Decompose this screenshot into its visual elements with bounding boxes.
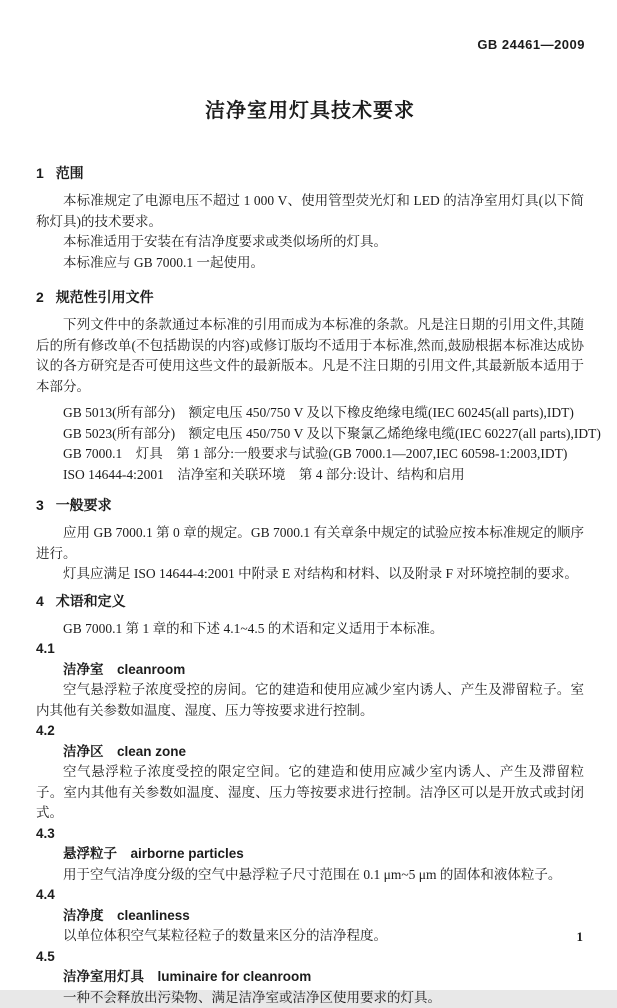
reference-item: GB 5023(所有部分) 额定电压 450/750 V 及以下聚氯乙烯绝缘电缆(IEC 60227(all parts),IDT) <box>36 424 584 445</box>
section-1-heading <box>36 165 584 182</box>
term-name <box>36 844 584 865</box>
section-title: 规范性引用文件 <box>56 289 154 305</box>
term-number: 4.1 <box>36 639 584 660</box>
section-2-heading <box>36 289 584 306</box>
term-name <box>36 967 584 988</box>
term-definition: 以单位体积空气某粒径粒子的数量来区分的洁净程度。 <box>36 926 584 947</box>
term-4-2 <box>36 721 584 824</box>
term-definition: 空气悬浮粒子浓度受控的房间。它的建造和使用应减少室内诱人、产生及滞留粒子。室内其他有关参数如温度、湿度、压力等按要求进行控制。 <box>36 680 584 721</box>
term-number: 4.2 <box>36 721 584 742</box>
term-name-zh: 洁净区 <box>63 744 104 759</box>
section-number: 3 <box>36 497 44 513</box>
term-number: 4.4 <box>36 885 584 906</box>
section-4-heading <box>36 593 584 610</box>
section-2-intro: 下列文件中的条款通过本标准的引用而成为本标准的条款。凡是注日期的引用文件,其随后的所有修改单(不包括勘误的内容)或修订版均不适用于本标准,然而,鼓励根据本标准达成协议的各方研究是否可使用这些文件的最新版本。凡是不注日期的引用文件,其最新版本适用于本部分。 <box>36 315 584 397</box>
term-name <box>36 742 584 763</box>
section-1-paragraph: 本标准适用于安装在有洁净度要求或类似场所的灯具。 <box>36 232 584 253</box>
term-name-zh: 洁净度 <box>63 908 104 923</box>
section-3-paragraph: 应用 GB 7000.1 第 0 章的规定。GB 7000.1 有关章条中规定的试验应按本标准规定的顺序进行。 <box>36 523 584 564</box>
section-1-paragraph: 本标准规定了电源电压不超过 1 000 V、使用管型荧光灯和 LED 的洁净室用灯具(以下简称灯具)的技术要求。 <box>36 191 584 232</box>
section-4-intro: GB 7000.1 第 1 章的和下述 4.1~4.5 的术语和定义适用于本标准。 <box>36 619 584 640</box>
page-number: 1 <box>577 929 584 945</box>
term-definition: 空气悬浮粒子浓度受控的限定空间。它的建造和使用应减少室内诱人、产生及滞留粒子。室内其他有关参数如温度、湿度、压力等按要求进行控制。洁净区可以是开放式或封闭式。 <box>36 762 584 824</box>
term-definition: 一种不会释放出污染物、满足洁净室或洁净区使用要求的灯具。 <box>36 988 584 1008</box>
term-name-zh: 悬浮粒子 <box>63 846 117 861</box>
term-4-3 <box>36 824 584 886</box>
section-title: 范围 <box>56 165 84 181</box>
term-number: 4.3 <box>36 824 584 845</box>
section-number: 1 <box>36 165 44 181</box>
term-4-5 <box>36 947 584 1008</box>
term-4-1 <box>36 639 584 721</box>
term-name-zh: 洁净室用灯具 <box>63 969 144 984</box>
term-name-en: luminaire for cleanroom <box>158 969 312 984</box>
term-name-en: cleanroom <box>117 662 185 677</box>
reference-item: ISO 14644-4:2001 洁净室和关联环境 第 4 部分:设计、结构和启用 <box>36 465 584 486</box>
section-title: 一般要求 <box>56 497 112 513</box>
term-number: 4.5 <box>36 947 584 968</box>
term-4-4 <box>36 885 584 947</box>
section-number: 2 <box>36 289 44 305</box>
section-1-paragraph: 本标准应与 GB 7000.1 一起使用。 <box>36 253 584 274</box>
term-name <box>36 906 584 927</box>
section-title: 术语和定义 <box>56 593 126 609</box>
term-definition: 用于空气洁净度分级的空气中悬浮粒子尺寸范围在 0.1 μm~5 μm 的固体和液体粒子。 <box>36 865 584 886</box>
term-name-en: clean zone <box>117 744 186 759</box>
term-name-en: cleanliness <box>117 908 190 923</box>
term-name-zh: 洁净室 <box>63 662 104 677</box>
reference-item: GB 5013(所有部分) 额定电压 450/750 V 及以下橡皮绝缘电缆(IEC 60245(all parts),IDT) <box>36 403 584 424</box>
section-number: 4 <box>36 593 44 609</box>
term-name-en: airborne particles <box>131 846 244 861</box>
document-title: 洁净室用灯具技术要求 <box>36 98 584 124</box>
term-name <box>36 660 584 681</box>
section-3-paragraph: 灯具应满足 ISO 14644-4:2001 中附录 E 对结构和材料、以及附录 F 对环境控制的要求。 <box>36 564 584 585</box>
normative-references-list <box>36 403 584 485</box>
section-3-heading <box>36 497 584 514</box>
reference-item: GB 7000.1 灯具 第 1 部分:一般要求与试验(GB 7000.1—2007,IEC 60598-1:2003,IDT) <box>36 444 584 465</box>
standard-code: GB 24461—2009 <box>477 37 585 52</box>
